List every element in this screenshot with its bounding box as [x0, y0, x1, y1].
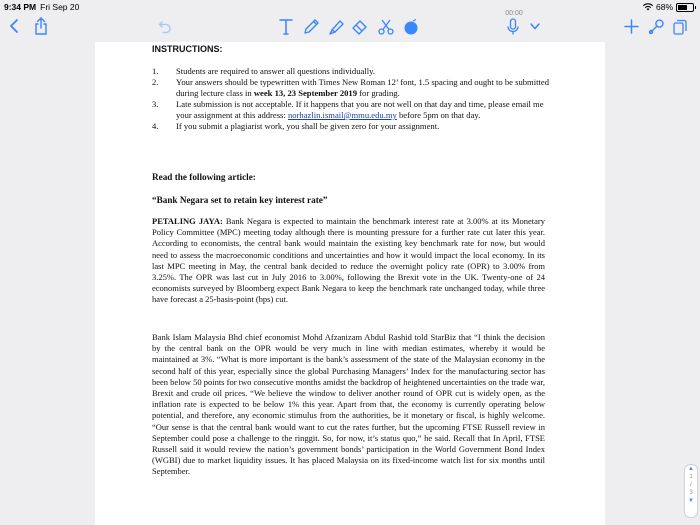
pages-icon[interactable]: [673, 19, 687, 35]
list-text: Your answers should be typewritten with Times New Roman 12’ font, 1.5 spacing and ought to be submitted during lecture class in week 13, 23 September 2019 for grading.: [176, 77, 550, 98]
page-down-icon[interactable]: ▼: [688, 498, 694, 504]
page-separator: /: [690, 482, 692, 488]
chevron-down-icon[interactable]: [530, 23, 540, 30]
document-page: [95, 42, 605, 525]
list-item: [152, 77, 552, 99]
page-scroller[interactable]: [684, 464, 698, 518]
battery-percent: 68%: [655, 2, 673, 12]
scissors-tool-icon[interactable]: [377, 18, 395, 36]
page-up-icon[interactable]: ▲: [688, 466, 694, 472]
deadline-text: week 13, 23 September 2019: [253, 88, 358, 98]
list-number: 1.: [152, 66, 159, 76]
battery-icon: [676, 3, 694, 12]
list-text: Late submission is not acceptable. If it happens that you are not well on that day and time, please email me your assignment at this address: norhazlin.ismail@mmu.edu.my before 5pm on that day.: [176, 99, 544, 120]
list-text: If you submit a plagiarist work, you shall be given zero for your assignment.: [176, 121, 440, 131]
article-title: “Bank Negara set to retain key interest rate”: [152, 195, 328, 205]
undo-icon[interactable]: [158, 20, 172, 34]
wifi-icon: [643, 3, 653, 11]
list-item: [152, 99, 552, 121]
page-current: 1: [689, 474, 693, 480]
instructions-heading: INSTRUCTIONS:: [152, 44, 223, 54]
back-icon[interactable]: [8, 18, 20, 34]
email-link[interactable]: norhazlin.ismail@mmu.edu.my: [287, 110, 397, 120]
share-icon[interactable]: [34, 17, 48, 35]
color-picker-icon[interactable]: [403, 19, 419, 35]
list-item: [152, 66, 552, 77]
article-paragraph-1: PETALING JAYA: Bank Negara is expected to maintain the benchmark interest rate at 3.00% at its Monetary Policy Committee (MPC) meeting today although there is mounting pressure for a further rate cut later this year. According to economists, the central bank would maintain the existing key benchmark rate for now, but would need to assess the macroeconomic conditions and uncertainties and how it would impact the local economy. In its last MPC meeting in May, the central bank decided to reduce the overnight policy rate (OPR) to 3.00% from 3.25%. The OPR was last cut in July 2016 to 3.00%, following the Brexit vote in the UK. Twenty-one of 24 economists surveyed by Bloomberg expect Bank Negara to keep the benchmark rate unchanged today, while three have forecast a 25-basis-point (bps) cut.: [152, 216, 546, 305]
highlighter-tool-icon[interactable]: [327, 18, 345, 36]
status-indicators: [643, 2, 694, 12]
wrench-icon[interactable]: [648, 19, 664, 35]
pen-tool-icon[interactable]: [302, 18, 320, 36]
list-number: 4.: [152, 121, 159, 131]
article-paragraph-2: Bank Islam Malaysia Bhd chief economist Mohd Afzanizam Abdul Rashid told StarBiz that “I think the decision by the central bank on the OPR would be very much in line with median estimates, whereby it would be maintained at 3%. “What is more important is the bank’s assessment of the state of the Malaysian economy in the second half of this year, especially since the global Purchasing Managers’ Index for the manufacturing sector has been below 50 points for two consecutive months amidst the backdrop of heightened uncertainties on the trade war, Brexit and crude oil prices. “We believe the window to deliver another round of OPR cut is widely open, as the inflation rate is expected to be below 1% this year. Apart from that, the economy is currently operating below potential, and therefore, any economic stimulus from the authorities, be it monetary or fiscal, is highly welcome. “Our sense is that the central bank would want to cut the rates further, but the upcoming FTSE Russell review in September could pose a challenge to the ringgit. So, for now, it’s status quo,” he said. Recall that In April, FTSE Russell said it would review the nation’s government bonds’ participation in the World Government Bond Index (WGBI) due to market liquidity issues. It has placed Malaysia on its fixed-income watch list for six months until September.: [152, 332, 545, 477]
add-icon[interactable]: [624, 19, 639, 34]
status-time: 9:34 PM Fri Sep 20: [4, 2, 80, 12]
status-date: Fri Sep 20: [40, 2, 80, 12]
list-number: 3.: [152, 99, 159, 109]
list-number: 2.: [152, 77, 159, 87]
read-heading: Read the following article:: [152, 172, 256, 182]
eraser-tool-icon[interactable]: [351, 18, 369, 36]
instructions-list: [152, 66, 552, 132]
toolbar: [0, 10, 700, 42]
text-tool-icon[interactable]: [278, 18, 294, 36]
list-item: [152, 121, 552, 132]
microphone-icon[interactable]: [507, 18, 519, 36]
page-total: 3: [689, 490, 693, 496]
status-bar: [0, 0, 700, 14]
recording-timer: 00:00: [505, 10, 523, 17]
dateline: PETALING JAYA:: [152, 216, 223, 226]
list-text: Students are required to answer all questions individually.: [176, 66, 375, 76]
